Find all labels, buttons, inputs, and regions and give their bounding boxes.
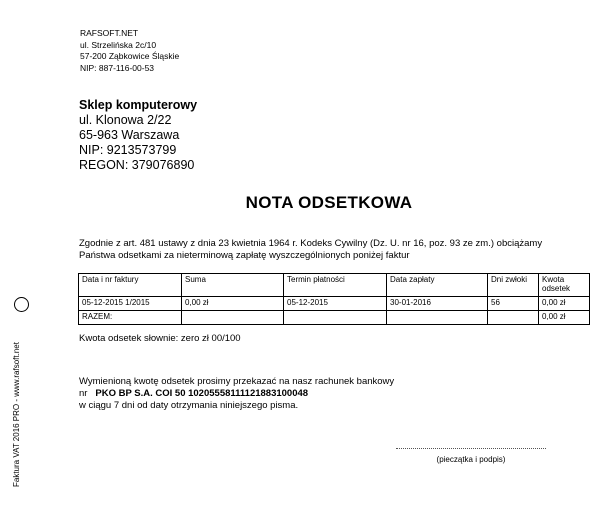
buyer-regon: REGON: 379076890 — [79, 158, 195, 172]
signature-line — [396, 448, 546, 449]
punch-hole-icon — [14, 297, 29, 312]
header-due-date: Termin płatności — [284, 274, 387, 297]
issuer-block — [80, 28, 179, 74]
cell-interest: 0,00 zł — [539, 297, 590, 311]
issuer-nip: NIP: 887-116-00-53 — [80, 62, 155, 73]
table-header-row — [79, 274, 590, 297]
intro-line-1: Zgodnie z art. 481 ustawy z dnia 23 kwietnia 1964 r. Kodeks Cywilny (Dz. U. nr 16, poz. 93 ze zm.) obciążamy — [79, 238, 543, 249]
buyer-name: Sklep komputerowy — [79, 98, 198, 112]
buyer-street: ul. Klonowa 2/22 — [79, 113, 172, 127]
buyer-nip: NIP: 9213573799 — [79, 143, 177, 157]
table-row — [79, 297, 590, 311]
interest-table — [78, 273, 590, 325]
header-sum: Suma — [182, 274, 284, 297]
side-footer-text: Faktura VAT 2016 PRO - www.rafsoft.net — [12, 342, 21, 487]
amount-in-words: Kwota odsetek słownie: zero zł 00/100 — [79, 333, 241, 344]
buyer-city: 65-963 Warszawa — [79, 128, 180, 142]
bank-account: PKO BP S.A. COI 50 10205558111121883100048 — [95, 388, 309, 399]
payment-line-1: Wymienioną kwotę odsetek prosimy przekazać na nasz rachunek bankowy — [79, 376, 395, 387]
header-invoice: Data i nr faktury — [79, 274, 182, 297]
cell-sum: 0,00 zł — [182, 297, 284, 311]
payment-instructions — [79, 376, 394, 412]
cell-payment-date: 30-01-2016 — [387, 297, 488, 311]
cell-days-late: 56 — [488, 297, 539, 311]
payment-line-3: w ciągu 7 dni od daty otrzymania niniejszego pisma. — [79, 400, 299, 411]
account-prefix: nr — [79, 388, 88, 399]
total-value: 0,00 zł — [539, 311, 590, 325]
buyer-block — [79, 98, 197, 173]
cell-invoice: 05-12-2015 1/2015 — [79, 297, 182, 311]
header-days-late: Dni zwłoki — [488, 274, 539, 297]
total-label: RAZEM: — [79, 311, 182, 325]
header-payment-date: Data zapłaty — [387, 274, 488, 297]
signature-label: (pieczątka i podpis) — [436, 455, 506, 464]
issuer-street: ul. Strzelińska 2c/10 — [80, 39, 157, 50]
intro-line-2: Państwa odsetkami za nieterminową zapłatę wyszczególnionych poniżej faktur — [79, 250, 410, 261]
document-title: NOTA ODSETKOWA — [245, 193, 413, 212]
issuer-name: RAFSOFT.NET — [80, 28, 139, 38]
header-interest: Kwota odsetek — [539, 274, 590, 297]
payment-line-2 — [79, 388, 394, 400]
intro-text — [79, 238, 584, 262]
table-total-row — [79, 311, 590, 325]
cell-due-date: 05-12-2015 — [284, 297, 387, 311]
issuer-city: 57-200 Ząbkowice Śląskie — [80, 51, 180, 61]
